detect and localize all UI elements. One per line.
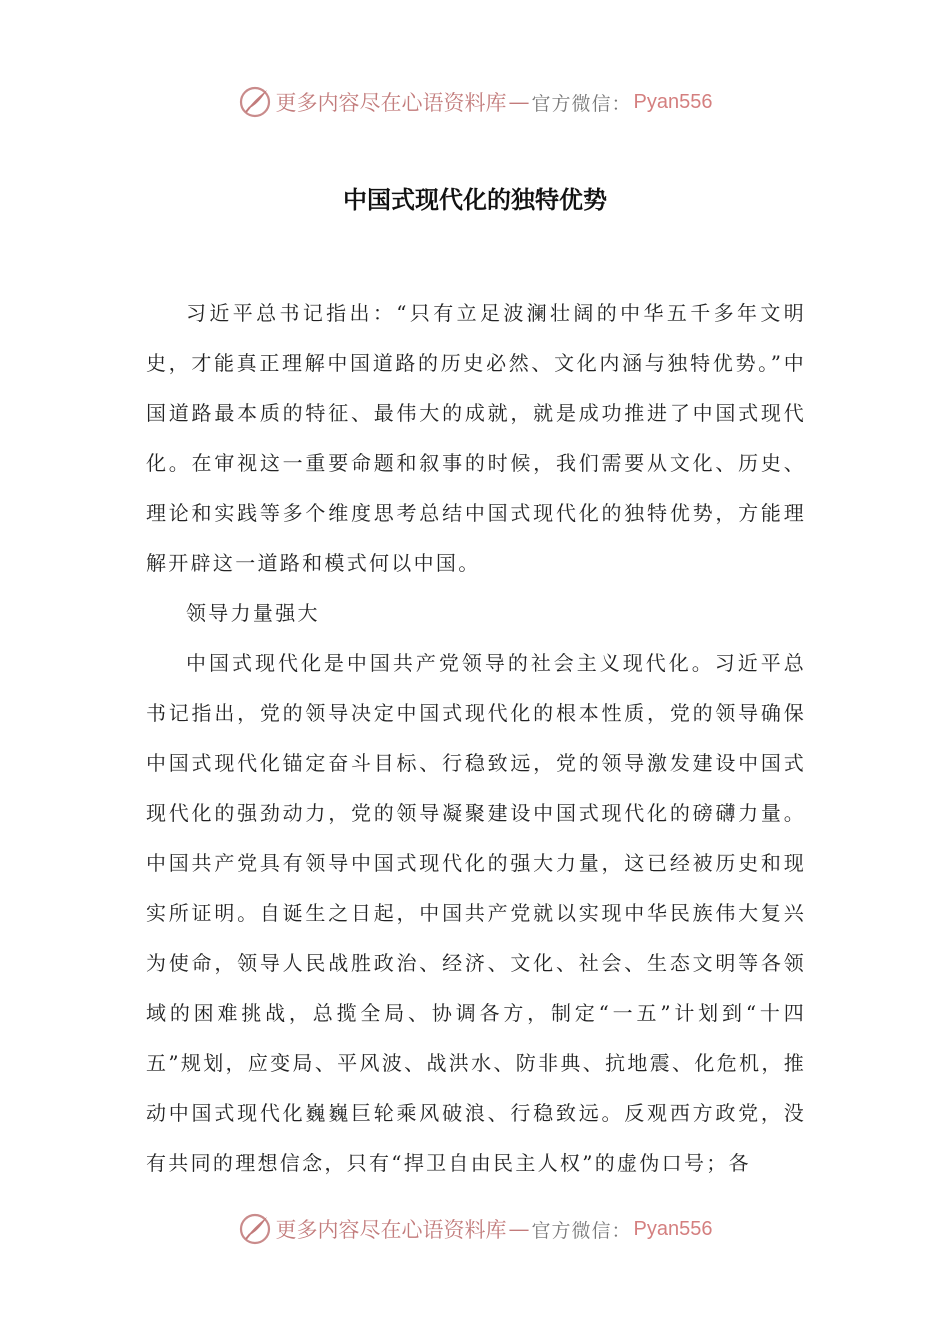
- article-body: [146, 288, 806, 1188]
- quill-logo-icon: [238, 1212, 272, 1246]
- banner-wechat-id: Pyan556: [633, 90, 713, 113]
- page-title: 中国式现代化的独特优势: [343, 186, 607, 214]
- banner-dash: —: [508, 1217, 530, 1241]
- paragraph-leadership: 中国式现代化是中国共产党领导的社会主义现代化。习近平总书记指出，党的领导决定中国式现代化的根本性质，党的领导确保中国式现代化锚定奋斗目标、行稳致远，党的领导激发建设中国式现代化的强劲动力，党的领导凝聚建设中国式现代化的磅礴力量。中国共产党具有领导中国式现代化的强大力量，这已经被历史和现实所证明。自诞生之日起，中国共产党就以实现中华民族伟大复兴为使命，领导人民战胜政治、经济、文化、社会、生态文明等各领域的困难挑战，总揽全局、协调各方，制定“一五”计划到“十四五”规划，应变局、平风波、战洪水、防非典、抗地震、化危机，推动中国式现代化巍巍巨轮乘风破浪、行稳致远。反观西方政党，没有共同的理想信念，只有“捍卫自由民主人权”的虚伪口号；各: [146, 651, 806, 1175]
- quill-logo-icon: [238, 85, 272, 119]
- banner-dash: —: [508, 90, 530, 114]
- banner-text: 更多内容尽在心语资料库: [275, 91, 507, 115]
- banner-wechat-label: 官方微信：: [531, 1219, 632, 1242]
- banner-wechat-id: Pyan556: [633, 1217, 713, 1240]
- banner-text: 更多内容尽在心语资料库: [275, 1218, 507, 1242]
- section-heading: 领导力量强大: [186, 601, 320, 625]
- paragraph-intro: 习近平总书记指出：“只有立足波澜壮阔的中华五千多年文明史，才能真正理解中国道路的历史必然、文化内涵与独特优势。”中国道路最本质的特征、最伟大的成就，就是成功推进了中国式现代化。在审视这一重要命题和叙事的时候，我们需要从文化、历史、理论和实践等多个维度思考总结中国式现代化的独特优势，方能理解开辟这一道路和模式何以中国。: [146, 301, 806, 575]
- header-banner: [0, 82, 950, 122]
- banner-wechat-label: 官方微信：: [531, 92, 632, 115]
- footer-banner: [0, 1209, 950, 1249]
